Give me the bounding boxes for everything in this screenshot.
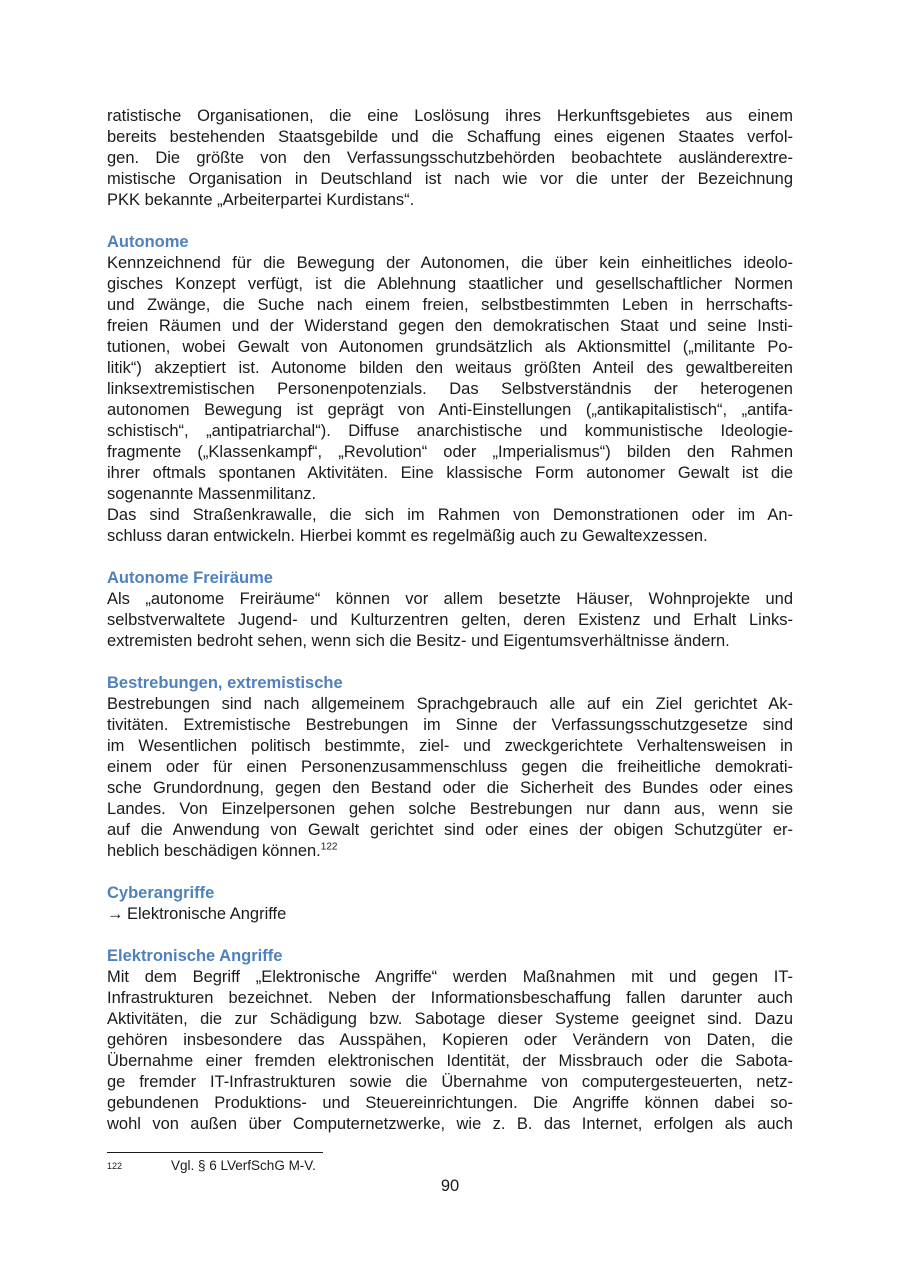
footnote [107, 1157, 316, 1175]
text-line: sche Grundordnung, gegen den Bestand oder die Sicherheit des Bundes oder eines [107, 779, 793, 797]
text-line: Landes. Von Einzelpersonen gehen solche Bestrebungen nur dann aus, wenn sie [107, 800, 793, 818]
section-autonome [107, 232, 793, 547]
footnote-number: 122 [107, 1161, 123, 1171]
text-line: ratistische Organisationen, die eine Loslösung ihres Herkunftsgebietes aus einem [107, 107, 793, 125]
text-line: ihrer oftmals spontanen Aktivitäten. Eine klassische Form autonomer Gewalt ist die [107, 464, 793, 482]
text-line: schistisch“, „antipatriarchal“). Diffuse anarchistische und kommunistische Ideologie- [107, 422, 793, 440]
text-line: extremisten bedroht sehen, wenn sich die Besitz- und Eigentumsverhältnisse ändern. [107, 632, 730, 650]
text-line: linksextremistischen Personenpotenzials. Das Selbstverständnis der heterogenen [107, 380, 793, 398]
text-line: auf die Anwendung von Gewalt gerichtet sind oder eines der obigen Schutzgüter er- [107, 821, 793, 839]
text-line: und Zwänge, die Suche nach einem freien, selbstbestimmten Leben in herrschafts- [107, 296, 793, 314]
section-cyberangriffe [107, 883, 793, 925]
text-line: Als „autonome Freiräume“ können vor allem besetzte Häuser, Wohnprojekte und [107, 590, 793, 608]
text-line: Übernahme einer fremden elektronischen Identität, der Missbrauch oder die Sabota- [107, 1052, 793, 1070]
text-line: PKK bekannte „Arbeiterpartei Kurdistans“. [107, 191, 415, 209]
arrow-right-icon: → [107, 905, 124, 923]
section-heading: Autonome Freiräume [107, 569, 273, 587]
footnote-divider [107, 1152, 323, 1153]
text-line: litik“) akzeptiert ist. Autonome bilden den weitaus größten Anteil des gewaltbereiten [107, 359, 793, 377]
section-heading: Cyberangriffe [107, 884, 215, 902]
text-line: ge fremder IT-Infrastrukturen sowie die Übernahme von computergesteuerten, netz- [107, 1073, 793, 1091]
section-heading: Bestrebungen, extremistische [107, 674, 343, 692]
text-line: wohl von außen über Computernetzwerke, wie z. B. das Internet, erfolgen als auch [107, 1115, 793, 1133]
text-line: gen. Die größte von den Verfassungsschutzbehörden beobachtete ausländerextre- [107, 149, 793, 167]
text-line: Mit dem Begriff „Elektronische Angriffe“ werden Maßnahmen mit und gegen IT- [107, 968, 793, 986]
section-autonome-freiraeume [107, 568, 793, 652]
section-heading: Elektronische Angriffe [107, 947, 283, 965]
text-line: mistische Organisation in Deutschland ist nach wie vor die unter der Bezeichnung [107, 170, 793, 188]
text-line: Bestrebungen sind nach allgemeinem Sprachgebrauch alle auf ein Ziel gerichtet Ak- [107, 695, 793, 713]
text-line: bereits bestehenden Staatsgebilde und die Schaffung eines eigenen Staates verfol- [107, 128, 793, 146]
text-line: fragmente („Klassenkampf“, „Revolution“ oder „Imperialismus“) bilden den Rahmen [107, 443, 793, 461]
text-line: gebundenen Produktions- und Steuereinrichtungen. Die Angriffe können dabei so- [107, 1094, 793, 1112]
text-line: schluss daran entwickeln. Hierbei kommt es regelmäßig auch zu Gewaltexzessen. [107, 527, 708, 545]
text-line: freien Räumen und der Widerstand gegen den demokratischen Staat und seine Insti- [107, 317, 793, 335]
section-heading: Autonome [107, 233, 189, 251]
text-line: tutionen, wobei Gewalt von Autonomen grundsätzlich als Aktionsmittel („militante Po- [107, 338, 793, 356]
section-bestrebungen [107, 673, 793, 862]
text-line: gehören insbesondere das Ausspähen, Kopieren oder Verändern von Daten, die [107, 1031, 793, 1049]
text-line: einem oder für einen Personenzusammenschluss gegen die freiheitliche demokrati- [107, 758, 793, 776]
text-line: autonomen Bewegung ist geprägt von Anti-Einstellungen („antikapitalistisch“, „antifa- [107, 401, 793, 419]
footnote-text: Vgl. § 6 LVerfSchG M-V. [171, 1158, 316, 1173]
text-line [107, 841, 793, 862]
text-line: Das sind Straßenkrawalle, die sich im Rahmen von Demonstrationen oder im An- [107, 506, 793, 524]
text-line: im Wesentlichen politisch bestimmte, ziel- und zweckgerichtete Verhaltensweisen in [107, 737, 793, 755]
text-line: gisches Konzept verfügt, ist die Ablehnung staatlicher und gesellschaftlicher Normen [107, 275, 793, 293]
cross-reference-target: Elektronische Angriffe [127, 905, 287, 923]
text-line: Kennzeichnend für die Bewegung der Autonomen, die über kein einheitliches ideolo- [107, 254, 793, 272]
page-number: 90 [440, 1177, 460, 1195]
intro-paragraph [107, 106, 793, 211]
text-span: heblich beschädigen können. [107, 842, 321, 860]
text-line: selbstverwaltete Jugend- und Kulturzentren gelten, deren Existenz und Erhalt Links- [107, 611, 793, 629]
text-line: sogenannte Massenmilitanz. [107, 485, 317, 503]
text-line: tivitäten. Extremistische Bestrebungen im Sinne der Verfassungsschutzgesetze sind [107, 716, 793, 734]
cross-reference [107, 904, 793, 925]
document-body [107, 106, 793, 1135]
text-line: Infrastrukturen bezeichnet. Neben der Informationsbeschaffung fallen darunter auch [107, 989, 793, 1007]
footnote-ref[interactable]: 122 [320, 841, 338, 853]
section-elektronische-angriffe [107, 946, 793, 1135]
text-line: Aktivitäten, die zur Schädigung bzw. Sabotage dieser Systeme geeignet sind. Dazu [107, 1010, 793, 1028]
